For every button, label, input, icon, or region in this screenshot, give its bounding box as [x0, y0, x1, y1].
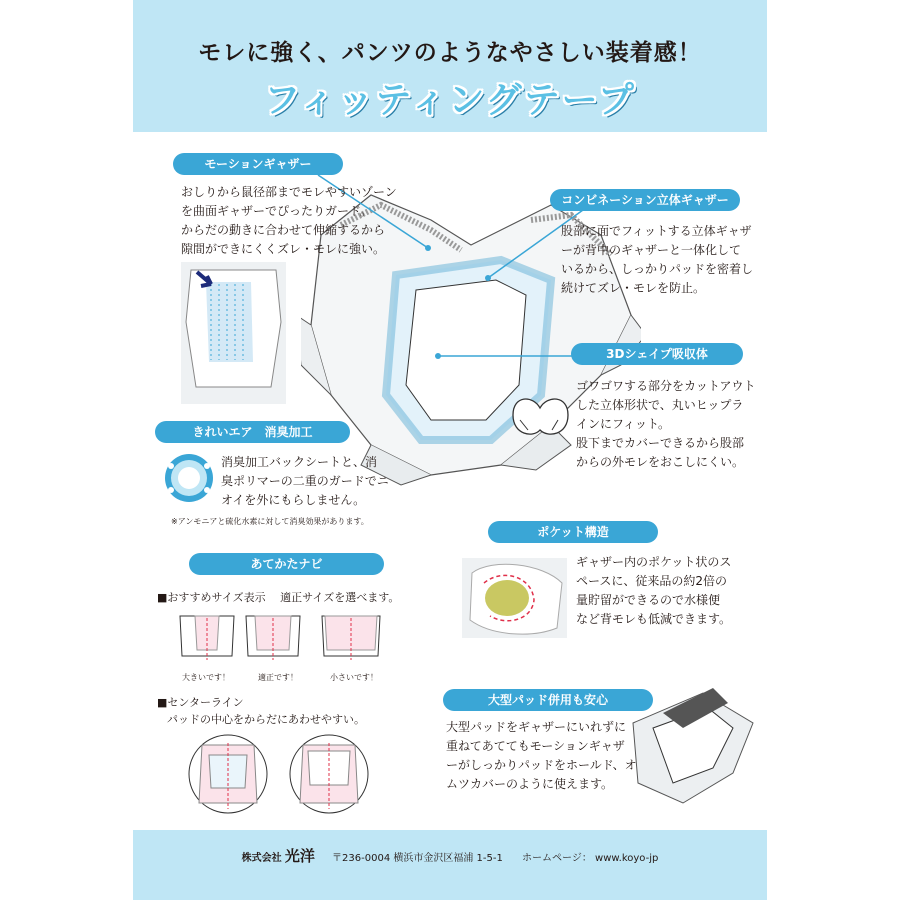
company-prefix: 株式会社 [241, 853, 282, 864]
large-pad-diagram [613, 683, 763, 808]
hip-line-icon [508, 390, 573, 442]
size-diagram-fit [243, 610, 303, 662]
pocket-photo [462, 558, 567, 638]
size-diagram-small [319, 610, 383, 662]
large-pad-title: 大型パッド併用も安心 [443, 689, 653, 711]
clean-air-badge-icon [163, 452, 215, 504]
clean-air-title: きれいエア 消臭加工 [155, 421, 350, 443]
size-label-fit: 適正です！ [258, 673, 298, 682]
motion-gather-text: おしりから鼠径部までモレやすいゾーン を曲面ギャザーでぴったりガード。 からだの動きに合わせて伸縮するから 隙間ができにくくズレ・モレに強い。 [181, 185, 397, 256]
fit-navi-title: あてかたナビ [189, 553, 384, 575]
company-address: 〒236-0004 横浜市金沢区福浦 1-5-1 [332, 853, 503, 864]
center-line-heading: ■センターライン [157, 696, 244, 709]
clean-air-text: 消臭加工バックシートと、消 臭ポリマーの二重のガードでニ オイを外にもらしません。 [221, 455, 389, 507]
size-label-small: 小さいです！ [330, 673, 378, 682]
headline: モレに強く、パンツのようなやさしい装着感！ [198, 40, 702, 66]
product-name: フィッティングテープ [264, 80, 636, 121]
size-diagram-large [177, 610, 237, 662]
shape-absorber-title: 3Dシェイプ吸収体 [571, 343, 743, 365]
size-label-large: 大きいです！ [182, 673, 230, 682]
leaflet-sheet [133, 0, 767, 900]
footer [133, 845, 767, 866]
motion-gather-photo [181, 262, 286, 404]
combination-gather-title: コンビネーション立体ギャザー [550, 189, 740, 211]
pocket-text: ギャザー内のポケット状のス ペースに、従来品の約2倍の 量貯留ができるので水様便 など背モレも低減できます。 [576, 555, 732, 626]
size-heading: ■おすすめサイズ表示 適正サイズを選べます。 [157, 591, 400, 604]
center-line-diagram-front [187, 733, 269, 815]
center-line-diagram-back [288, 733, 370, 815]
large-pad-text: 大型パッドをギャザーにいれずに 重ねてあててもモーションギャザ ーがしっかりパッドをホールド、オ ムツカバーのように使えます。 [446, 720, 637, 791]
company-name: 光洋 [284, 847, 315, 865]
center-line-text: パッドの中心をからだにあわせやすい。 [167, 713, 365, 726]
pocket-title: ポケット構造 [488, 521, 658, 543]
motion-gather-title: モーションギャザー [173, 153, 343, 175]
clean-air-note: ※アンモニアと硫化水素に対して消臭効果があります。 [171, 517, 369, 526]
shape-absorber-text: ゴワゴワする部分をカットアウト した立体形状で、丸いヒップラ インにフィット。 股下までカバーできるから股部 からの外モレをおこしにくい。 [576, 379, 756, 469]
homepage: ホームページ： www.koyo-jp [522, 853, 659, 864]
combination-gather-text: 股部に面でフィットする立体ギャザ ーが背中のギャザーと一体化して いるから、しっかりパッドを密着し 続けてズレ・モレを防止。 [561, 224, 754, 295]
